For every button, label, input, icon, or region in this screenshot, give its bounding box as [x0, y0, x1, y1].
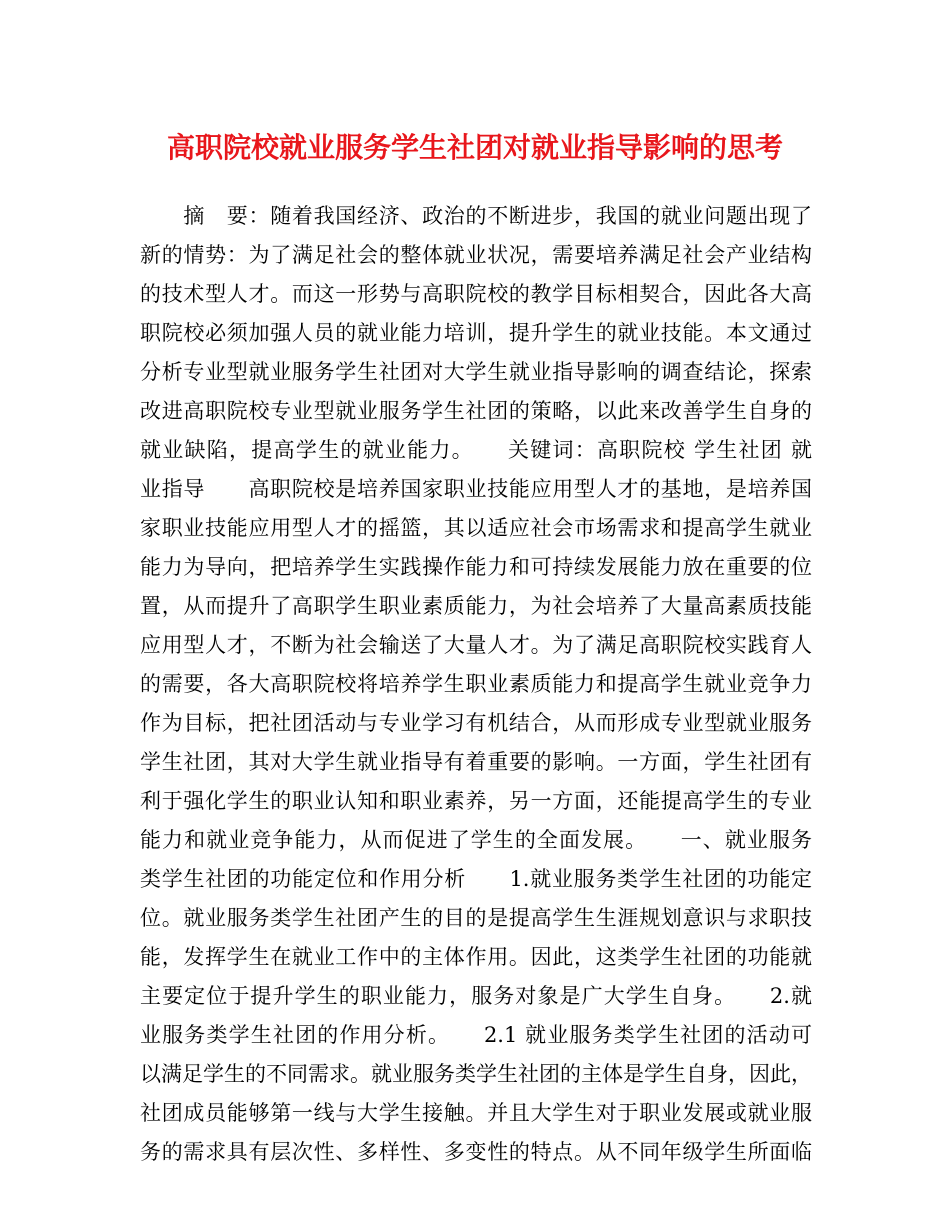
body-line: 分析专业型就业服务学生社团对大学生就业指导影响的调查结论，探索: [140, 360, 812, 384]
body-line: 新的情势：为了满足社会的整体就业状况，需要培养满足社会产业结构: [140, 243, 812, 267]
body-line: 主要定位于提升学生的职业能力，服务对象是广大学生自身。 2.就: [140, 984, 812, 1008]
body-line: 社团成员能够第一线与大学生接触。并且大学生对于职业发展或就业服: [140, 1101, 812, 1125]
body-line: 的需要，各大高职院校将培养学生职业素质能力和提高学生就业竞争力: [140, 672, 812, 696]
body-line: 能，发挥学生在就业工作中的主体作用。因此，这类学生社团的功能就: [140, 945, 812, 969]
body-line: 以满足学生的不同需求。就业服务类学生社团的主体是学生自身，因此，: [140, 1062, 812, 1086]
body-line: 改进高职院校专业型就业服务学生社团的策略，以此来改善学生自身的: [140, 399, 812, 423]
body-line: 职院校必须加强人员的就业能力培训，提升学生的就业技能。本文通过: [140, 321, 812, 345]
body-line: 能力和就业竞争能力，从而促进了学生的全面发展。 一、就业服务: [140, 828, 812, 852]
body-line: 类学生社团的功能定位和作用分析 1.就业服务类学生社团的功能定: [140, 867, 812, 891]
body-line: 利于强化学生的职业认知和职业素养，另一方面，还能提高学生的专业: [140, 789, 812, 813]
body-line: 业服务类学生社团的作用分析。 2.1 就业服务类学生社团的活动可: [140, 1023, 812, 1047]
body-line: 家职业技能应用型人才的摇篮，其以适应社会市场需求和提高学生就业: [140, 516, 812, 540]
body-line: 学生社团，其对大学生就业指导有着重要的影响。一方面，学生社团有: [140, 750, 812, 774]
body-line: 位。就业服务类学生社团产生的目的是提高学生生涯规划意识与求职技: [140, 906, 812, 930]
body-line: 摘 要：随着我国经济、政治的不断进步，我国的就业问题出现了: [140, 204, 812, 228]
document-title: 高职院校就业服务学生社团对就业指导影响的思考: [166, 131, 783, 164]
body-line: 就业缺陷，提高学生的就业能力。 关键词：高职院校 学生社团 就: [140, 438, 812, 462]
body-line: 业指导 高职院校是培养国家职业技能应用型人才的基地，是培养国: [140, 477, 812, 501]
body-line: 应用型人才，不断为社会输送了大量人才。为了满足高职院校实践育人: [140, 633, 812, 657]
body-line: 作为目标，把社团活动与专业学习有机结合，从而形成专业型就业服务: [140, 711, 812, 735]
body-line: 务的需求具有层次性、多样性、多变性的特点。从不同年级学生所面临: [140, 1140, 812, 1164]
body-line: 能力为导向，把培养学生实践操作能力和可持续发展能力放在重要的位: [140, 555, 812, 579]
body-line: 置，从而提升了高职学生职业素质能力，为社会培养了大量高素质技能: [140, 594, 812, 618]
document-body: [140, 197, 812, 1172]
body-line: 的技术型人才。而这一形势与高职院校的教学目标相契合，因此各大高: [140, 282, 812, 306]
